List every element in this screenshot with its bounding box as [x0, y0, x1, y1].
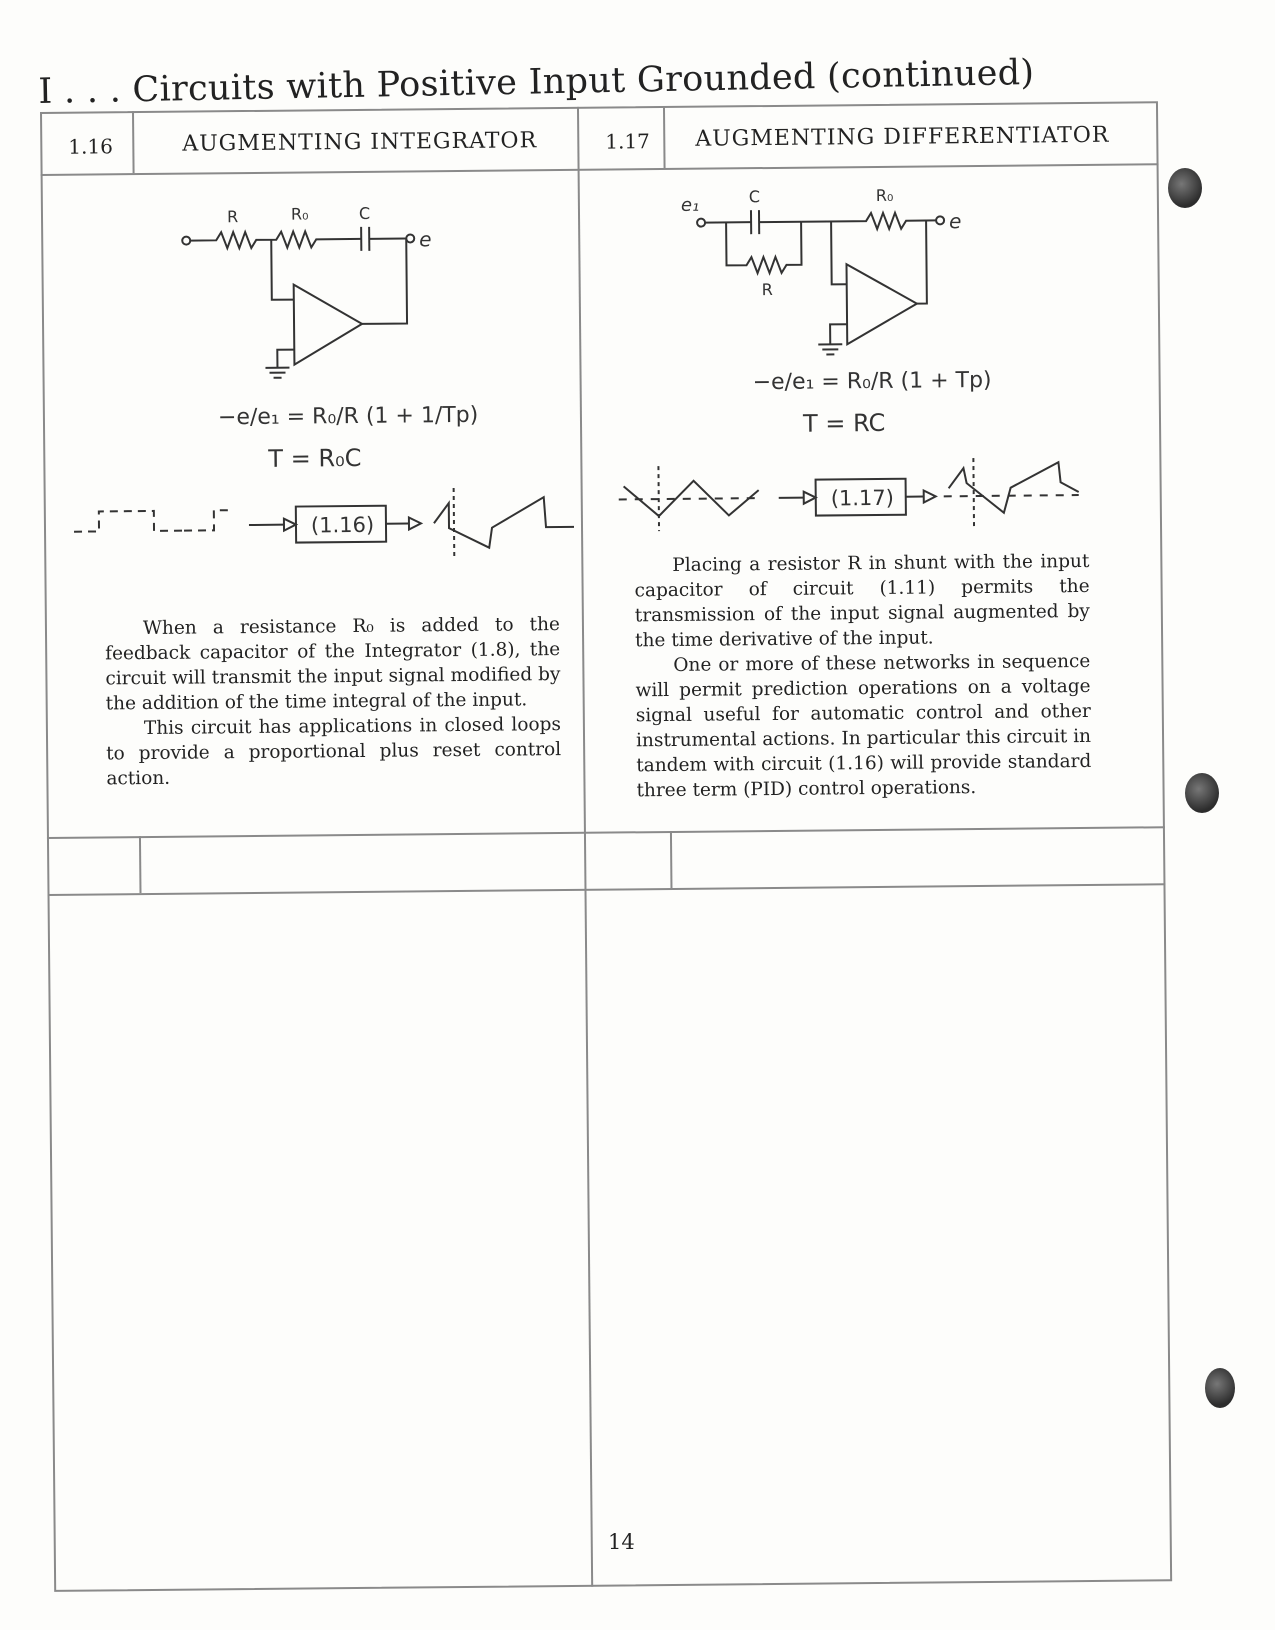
waveform-1-17: [618, 457, 1119, 542]
label-c-1-17: C: [748, 187, 761, 207]
label-r-1-16: R: [226, 207, 239, 227]
label-r0-1-17: R₀: [875, 185, 894, 205]
label-r-1-17: R: [761, 279, 773, 300]
equation-1-16: −e/e₁ = R₀/R (1 + 1/Tp): [217, 402, 479, 431]
binder-hole-top: [1168, 168, 1202, 208]
description-1-16: [105, 612, 562, 791]
label-r0-1-16: R₀: [290, 204, 309, 224]
description-1-17: [634, 549, 1091, 803]
section-number-1-16: 1.16: [68, 134, 113, 159]
circuit-diagram-1-17: [681, 178, 1003, 371]
label-output-1-16: e: [419, 227, 432, 252]
page-number: 14: [608, 1530, 635, 1554]
paragraph-1-16-a: When a resistance R₀ is added to the feedback capacitor of the Integrator (1.8), the circuit will transmit the input signal modified by the addition of the time integral of the input.: [105, 614, 561, 715]
paragraph-1-17-b: One or more of these networks in sequence will permit prediction operations on a voltage signal useful for automatic control and other instrumental actions. In particular this circuit in tandem with circuit (1.16) will provide standard three term (PID) control operations.: [635, 650, 1092, 802]
paragraph-1-17-a: Placing a resistor R in shunt with the input capacitor of circuit (1.11) permits the transmission of the input signal augmented by the time derivative of the input.: [634, 550, 1090, 652]
block-label-1-16: (1.16): [310, 512, 375, 538]
time-constant-1-16: T = R₀C: [268, 443, 362, 473]
block-label-1-17: (1.17): [830, 485, 895, 511]
binder-hole-middle: [1185, 773, 1219, 813]
section-number-1-17: 1.17: [605, 129, 650, 154]
label-c-1-16: C: [358, 203, 371, 223]
section-heading-1-17: AUGMENTING DIFFERENTIATOR: [695, 122, 1110, 152]
page-title: I . . . Circuits with Positive Input Grounded (continued): [38, 52, 1035, 112]
paragraph-1-16-b: This circuit has applications in closed loops to provide a proportional plus reset control action.: [106, 714, 562, 790]
input-square-wave: [74, 511, 184, 532]
label-output-1-17: e: [948, 209, 962, 234]
output-waveform-1-17: [948, 462, 1078, 513]
page-frame: [40, 101, 1172, 1592]
time-constant-1-17: T = RC: [802, 408, 886, 438]
equation-1-17: −e/e₁ = R₀/R (1 + Tp): [752, 367, 992, 396]
binder-hole-bottom: [1205, 1368, 1235, 1408]
section-heading-1-16: AUGMENTING INTEGRATOR: [182, 128, 538, 157]
waveform-1-16: [74, 482, 585, 567]
label-input-1-17: e₁: [680, 194, 700, 216]
circuit-diagram-1-16: [161, 188, 483, 381]
